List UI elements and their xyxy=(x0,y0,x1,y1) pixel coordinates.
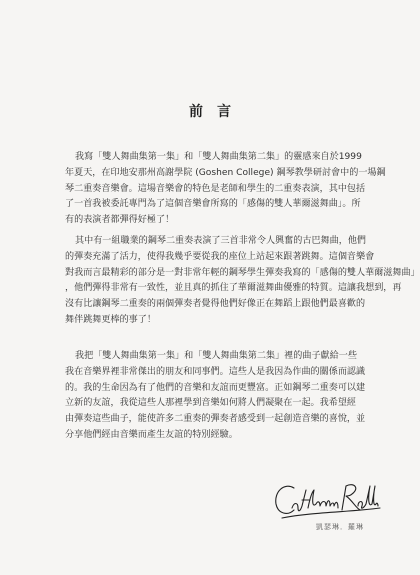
paragraph-line: 我把「雙人舞曲集第一集」和「雙人舞曲集第二集」裡的曲子獻給一些 xyxy=(75,351,357,361)
paragraph-line: 年夏天，在印地安那州高謝學院 (Goshen College) 鋼琴教學研討會中的一場鋼 xyxy=(65,167,386,178)
paragraph-1 xyxy=(65,150,386,229)
paragraph-line: 沒有比讓鋼琴二重奏的兩個彈奏者覺得他們好像正在舞蹈上跟他們最喜歡的 xyxy=(65,299,366,310)
paragraph-line: ，他們彈得非常有一致性，並且真的抓住了華爾滋舞曲優雅的特質。這讓我想到，再 xyxy=(65,283,402,294)
paragraph-line: 其中有一組職業的鋼琴二重奏表演了三首非常令人興奮的古巴舞曲，他們 xyxy=(75,236,367,246)
paragraph-line: 我在音樂界裡非常傑出的朋友和同事們。這些人是我因為作曲的關係而認識 xyxy=(65,366,366,377)
paragraph-line: 了一首我被委託專門為了這個音樂會所寫的「感傷的雙人華爾滋舞曲」。所 xyxy=(65,199,361,210)
paragraph-line: 對我而言最精彩的部分是一對非常年輕的鋼琴學生彈奏我寫的「感傷的雙人華爾滋舞曲」 xyxy=(65,267,420,278)
paragraph-line: 的彈奏充滿了活力，使得我幾乎要從我的座位上站起來跟著跳舞。這個音樂會 xyxy=(65,251,375,262)
paragraph-line: 我寫「雙人舞曲集第一集」和「雙人舞曲集第二集」的靈感來自於1999 xyxy=(75,152,362,162)
signature-block xyxy=(272,478,382,538)
page-title: 前言 xyxy=(189,104,245,120)
handwritten-signature xyxy=(272,478,382,524)
paragraph-line: 分享他們經由音樂而產生友誼的特別經驗。 xyxy=(65,429,238,440)
paragraph-line: 有的表演者都彈得好極了！ xyxy=(65,215,175,226)
paragraph-2 xyxy=(65,234,420,329)
paragraph-line: 由彈奏這些曲子，能使許多二重奏的彈奏者感受到一起創造音樂的喜悅，並 xyxy=(65,414,366,425)
paragraph-line: 的。我的生命因為有了他們的音樂和友誼而更豐富。正如鋼琴二重奏可以建 xyxy=(65,382,366,393)
paragraph-line: 舞伴跳舞更棒的事了！ xyxy=(65,314,156,325)
paragraph-line: 琴二重奏音樂會。這場音樂會的特色是老師和學生的二重奏表演，其中包括 xyxy=(65,183,366,194)
paragraph-line: 立新的友誼，我從這些人那裡學到音樂如何將人們凝聚在一起。我希望經 xyxy=(65,398,357,409)
paragraph-3 xyxy=(65,349,366,444)
signature-caption: 凱瑟琳．羅琳 xyxy=(316,523,364,531)
